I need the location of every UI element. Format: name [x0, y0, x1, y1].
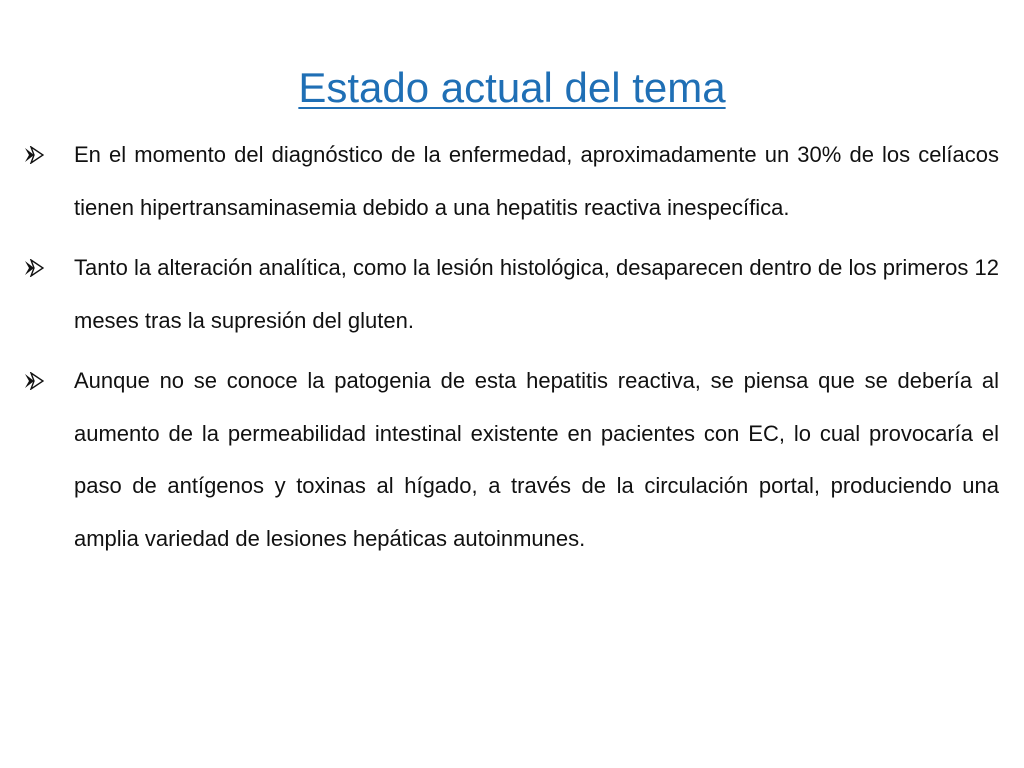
bullet-text: Aunque no se conoce la patogenia de esta hepatitis reactiva, se piensa que se debería al aumento de la permeabilidad intestinal existente en pacientes con EC, lo cual provocaría el paso de antígenos y toxinas al hígado, a través de la circulación portal, produciendo una amplia variedad de lesiones hepáticas autoinmunes.: [74, 368, 999, 551]
arrow-bullet-icon: [24, 259, 44, 277]
bullet-item: [24, 242, 999, 347]
arrow-bullet-icon: [24, 372, 44, 390]
bullet-text: En el momento del diagnóstico de la enfermedad, aproximadamente un 30% de los celíacos tienen hipertransaminasemia debido a una hepatitis reactiva inespecífica.: [74, 142, 999, 220]
bullet-text: Tanto la alteración analítica, como la lesión histológica, desaparecen dentro de los primeros 12 meses tras la supresión del gluten.: [74, 255, 999, 333]
slide-title: Estado actual del tema: [298, 64, 726, 111]
bullet-list: [24, 129, 999, 573]
arrow-bullet-icon: [24, 146, 44, 164]
bullet-item: [24, 355, 999, 565]
bullet-item: [24, 129, 999, 234]
